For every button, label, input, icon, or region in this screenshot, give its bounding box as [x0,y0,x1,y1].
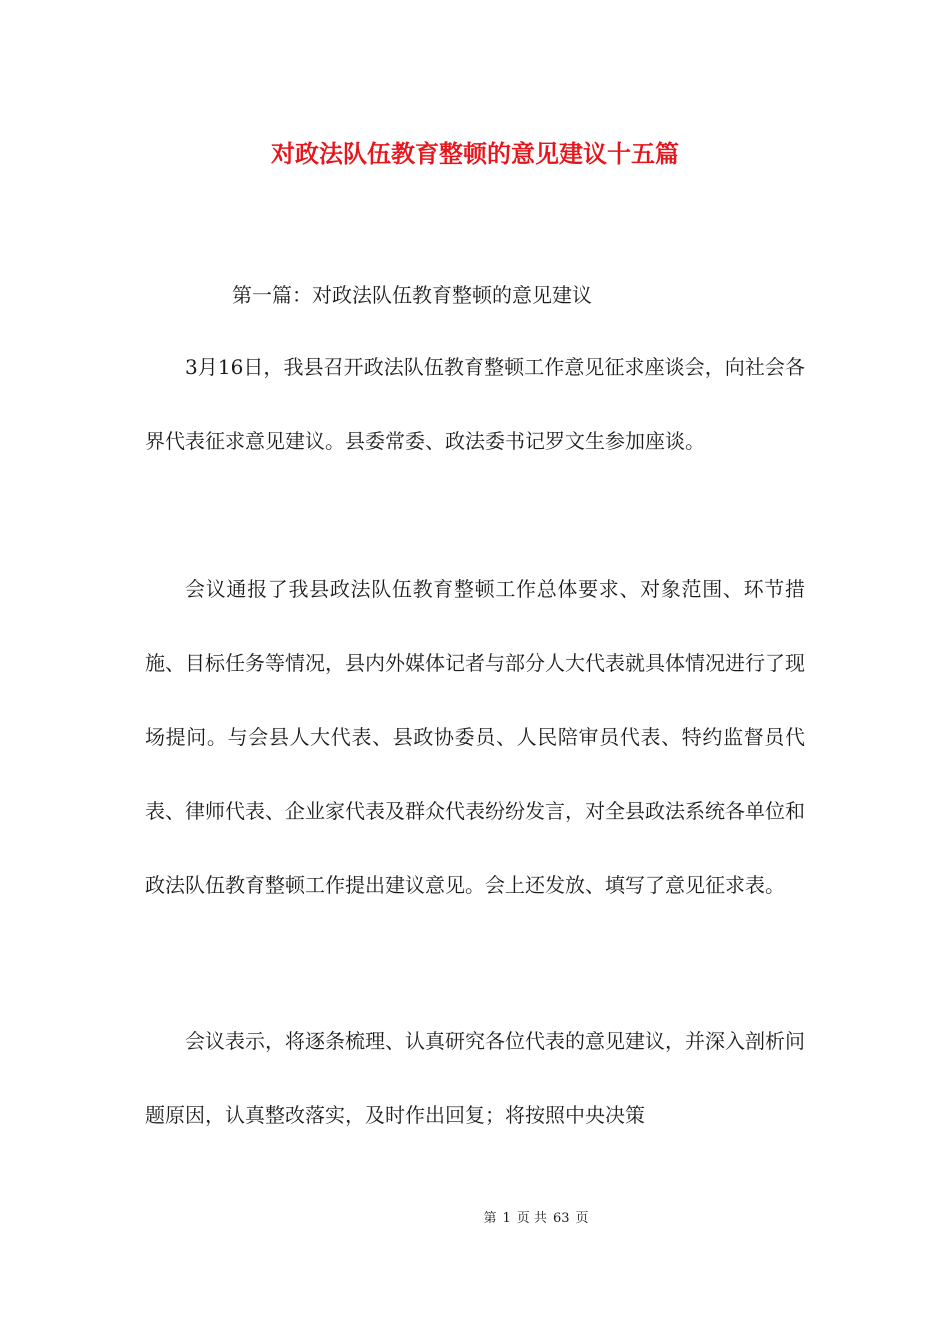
paragraph-3: 会议表示，将逐条梳理、认真研究各位代表的意见建议，并深入剖析问题原因，认真整改落实，及时作出回复；将按照中央决策 [145,1029,805,1127]
document-title: 对政法队伍教育整顿的意见建议十五篇 [271,139,679,168]
footer-total-pages: 63 [552,1211,570,1226]
footer-current-page: 1 [502,1211,511,1226]
section-heading: 第一篇：对政法队伍教育整顿的意见建议 [232,283,592,307]
footer-suffix: 页 [575,1211,589,1226]
paragraph-1: 3月16日，我县召开政法队伍教育整顿工作意见征求座谈会，向社会各界代表征求意见建议。县委常委、政法委书记罗文生参加座谈。 [145,355,805,453]
page-footer [0,1209,950,1229]
footer-prefix: 第 [483,1211,497,1226]
paragraph-2: 会议通报了我县政法队伍教育整顿工作总体要求、对象范围、环节措施、目标任务等情况，县内外媒体记者与部分人大代表就具体情况进行了现场提问。与会县人大代表、县政协委员、人民陪审员代表、特约监督员代表、律师代表、企业家代表及群众代表纷纷发言，对全县政法系统各单位和政法队伍教育整顿工作提出建议意见。会上还发放、填写了意见征求表。 [145,577,805,897]
footer-middle: 页 共 [516,1211,547,1226]
